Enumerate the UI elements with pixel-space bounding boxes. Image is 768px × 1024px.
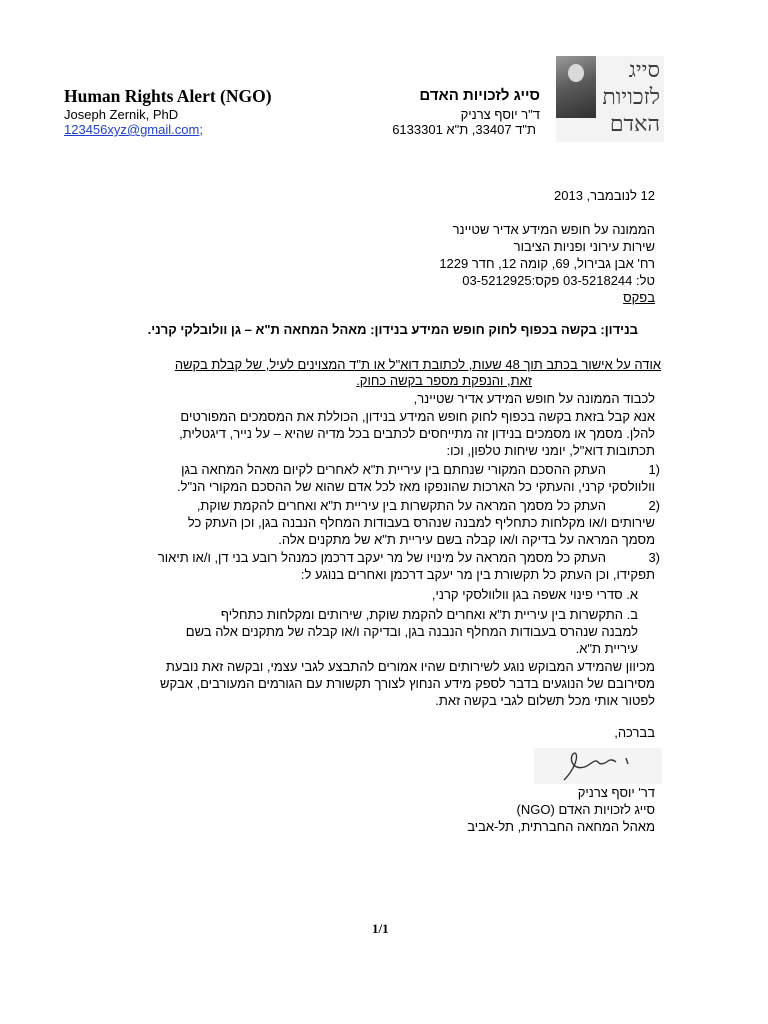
signature-org: סייג לזכויות האדם (NGO) xyxy=(516,802,655,817)
closing: בברכה, xyxy=(614,725,655,740)
fee-waiver-line: לפטור אותי מכל תשלום לגבי בקשה זאת. xyxy=(435,693,655,708)
intro-line: להלן. מסמך או מסמכים בנידון זה מתייחסים לכתבים בכל מדיה שהיא – על נייר, דיגטלית, xyxy=(179,426,655,441)
recipient-line: רח' אבן גבירול, 69, קומה 12, חדר 1229 xyxy=(439,256,655,271)
page-number: 1/1 xyxy=(372,921,389,936)
recipient-line: טל: 03-5218244 פקס:03-5212925 xyxy=(462,273,655,288)
item-number: 3) xyxy=(648,550,660,565)
item-line: העתק כל מסמך המראה על מינויו של מר יעקב דרכמן כמנהל רובע בני דן, ו/או תיאור xyxy=(157,550,606,565)
item-line: העתק ההסכם המקורי שנחתם בין עיריית ת"א לאחרים לקיום מאהל המחאה בגן xyxy=(181,462,606,477)
item-line: מסמך המראה על בדיקה ו/או קבלה בשם עיריית ת"א של מתקנים אלה. xyxy=(278,532,655,547)
subitem-line: עיריית ת"א. xyxy=(575,641,638,656)
intro-line: תכתובות דוא"ל, יומני שיחות טלפון, וכו: xyxy=(446,443,655,458)
receipt-request-line: זאת, והנפקת מספר בקשה כחוק. xyxy=(356,373,532,388)
org-name-hebrew: סייג לזכויות האדם xyxy=(419,87,540,104)
item-line: שירותים ו/או מקלחות כתחליף למבנה שנהרס בעבודות המחלף הנבנה בגן, וכן העתק כל xyxy=(187,515,655,530)
address-hebrew: ת"ד 33407, ת"א 6133301 xyxy=(392,122,536,137)
item-line: וולוולסקי קרני, והעתקי כל הארכות שהונפקו מאז לכל אדם שהוא של ההסכם המקורי הנ"ל. xyxy=(176,479,655,494)
subitem-line: ב. התקשרות בין עיריית ת"א ואחרים להקמת שוקת, שירותים ומקלחות כתחליף xyxy=(220,607,638,622)
recipient-line: הממונה על חופש המידע אדיר שטיינר xyxy=(452,222,655,237)
item-number: 1) xyxy=(648,462,660,477)
logo-line-3: האדם xyxy=(609,112,660,137)
email-link[interactable]: 123456xyz@gmail.com xyxy=(64,122,200,137)
logo-line-2: לזכויות xyxy=(602,85,660,110)
salutation: לכבוד הממונה על חופש המידע אדיר שטיינר, xyxy=(413,391,655,406)
intro-line: אנא קבל בזאת בקשה בכפוף לחוק חופש המידע בנידון, הכוללת את המסמכים המפורטים xyxy=(180,409,655,424)
org-name-english: Human Rights Alert (NGO) xyxy=(64,86,272,106)
subitem-line: א. סדרי פינוי אשפה בגן וולוולסקי קרני, xyxy=(431,587,638,602)
email-line xyxy=(64,122,203,137)
handwritten-signature xyxy=(534,748,662,784)
letter-date: 12 לנובמבר, 2013 xyxy=(554,188,655,203)
item-number: 2) xyxy=(648,498,660,513)
subitem-line: למבנה שנהרס בעבודות המחלף הנבנה בגן, ובדיקה ו/או קבלה של מתקנים אלה בשם xyxy=(185,624,638,639)
fee-waiver-line: מכיוון שהמידע המבוקש נוגע לשירותים שהיו אמורים להתבצע לגבי עצמי, ובקשה זאת נובעת xyxy=(165,659,655,674)
signature-affiliation: מאהל המחאה החברתית, תל-אביב xyxy=(467,819,655,834)
fee-waiver-line: מסירובם של הנוגעים בדבר לספק מידע הנחוץ לצורך תקשורת עם הגורמים המעורבים, אבקש xyxy=(160,676,655,691)
org-logo xyxy=(556,56,664,142)
logo-photo xyxy=(556,56,596,118)
email-suffix: ; xyxy=(199,122,203,137)
receipt-request-line: אודה על אישור בכתב תוך 48 שעות, לכתובת דוא"ל או ת"ד המצוינים לעיל, של קבלת בקשה xyxy=(174,357,661,372)
delivery-method: בפקס xyxy=(623,290,655,305)
person-name-english: Joseph Zernik, PhD xyxy=(64,107,179,122)
signature-name: דר' יוסף צרניק xyxy=(577,785,655,800)
logo-line-1: סייג xyxy=(628,58,660,83)
person-name-hebrew: ד"ר יוסף צרניק xyxy=(460,107,540,122)
recipient-line: שירות עירוני ופניות הציבור xyxy=(513,239,655,254)
item-line: העתק כל מסמך המראה על התקשרות בין עיריית ת"א ואחרים להקמת שוקת, xyxy=(196,498,606,513)
letter-subject: בנידון: בקשה בכפוף לחוק חופש המידע בנידון: מאהל המחאה ת"א – גן וולובלקי קרני. xyxy=(147,322,638,337)
item-line: תפקידו, וכן העתק כל תקשורת בין מר יעקב דרכמן ואחרים בנוגע ל: xyxy=(300,567,655,582)
